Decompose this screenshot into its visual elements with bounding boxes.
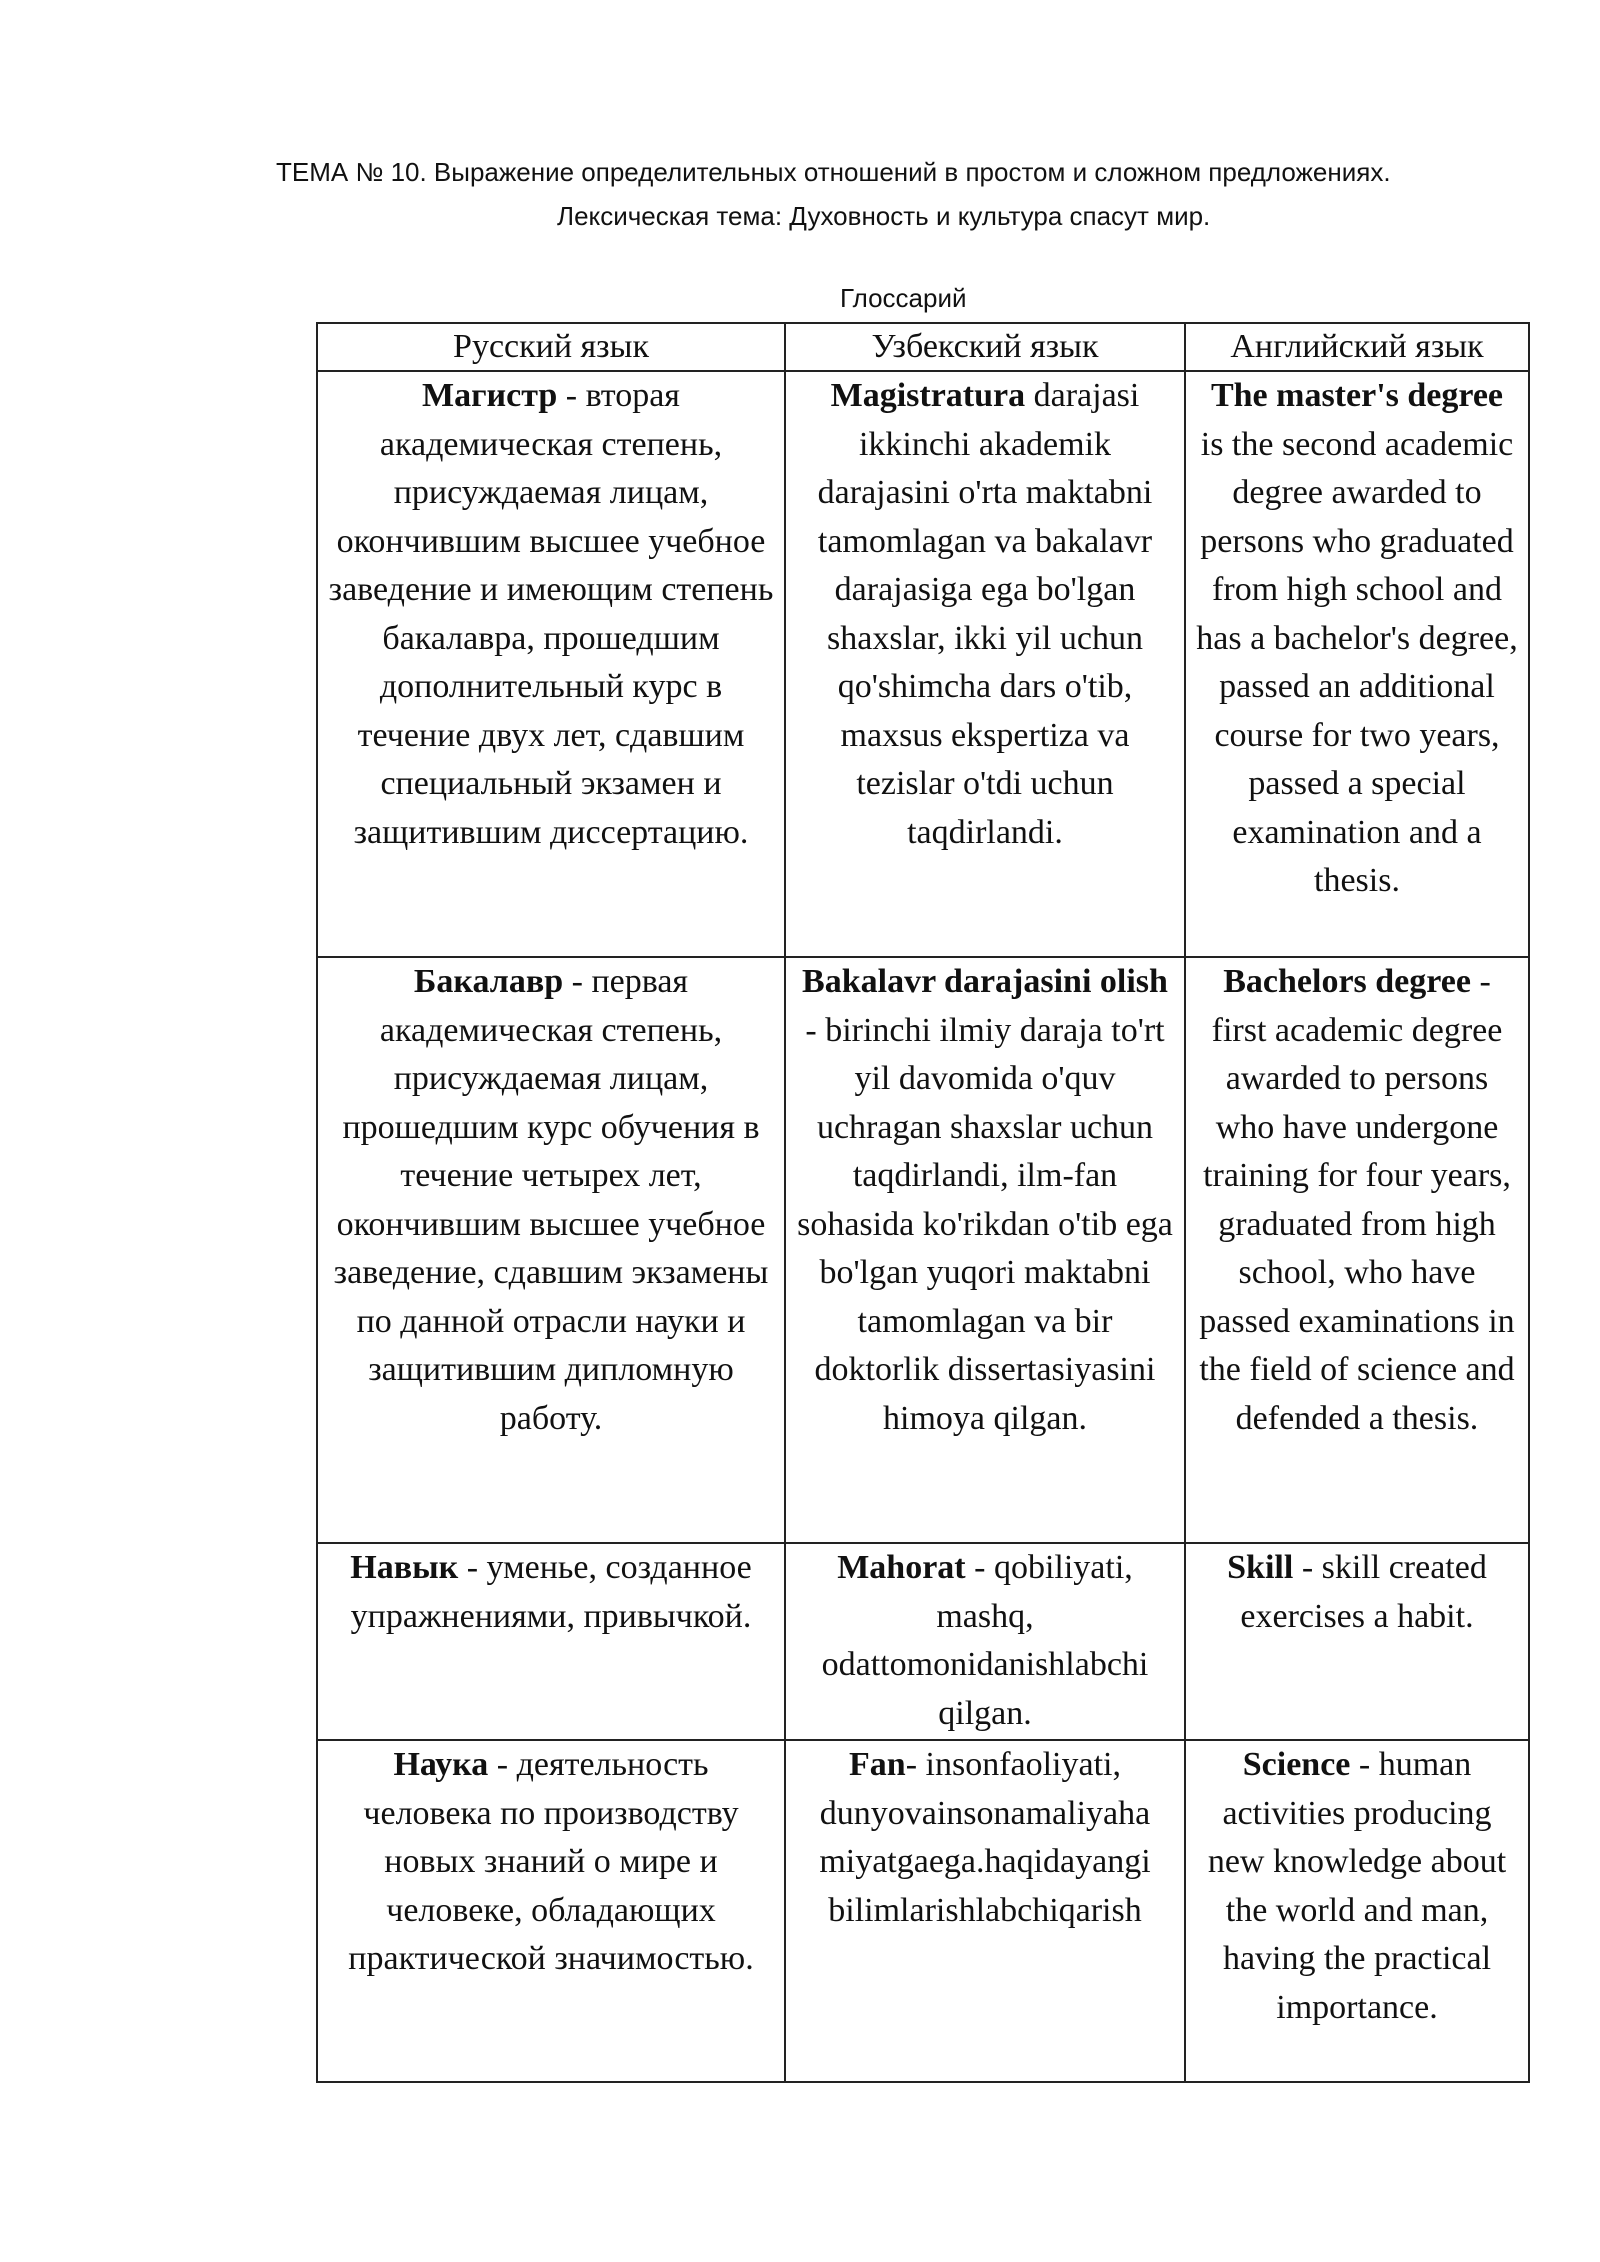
table-header-row (317, 323, 1529, 371)
topic-title: ТЕМА № 10. Выражение определительных отношений в простом и сложном предложениях. (276, 157, 1391, 187)
cell-english (1185, 1543, 1529, 1740)
term-english: Skill (1227, 1549, 1294, 1586)
term-english: Bachelors degree (1223, 963, 1471, 1000)
cell-english (1185, 957, 1529, 1543)
definition-russian: - первая академическая степень, присуждаемая лицам, прошедшим курс обучения в течение четырех лет, окончившим высшее учебное заведение, сдавшим экзамены по данной отрасли науки и защитившим дипломную работу. (333, 963, 769, 1437)
term-english: Science (1242, 1746, 1351, 1783)
definition-russian: - деятельность человека по производству новых знаний о мире и человеке, обладающих практической значимостью. (348, 1746, 754, 1977)
definition-russian: - вторая академическая степень, присуждаемая лицам, окончившим высшее учебное заведение и имеющим степень бакалавра, прошедшим дополнительный курс в течение двух лет, сдавшим специальный экзамен и защитившим диссертацию. (328, 377, 774, 851)
definition-english: is the second academic degree awarded to persons who graduated from high school and has a bachelor's degree, passed an additional course for two years, passed a special examination and a thesis. (1196, 425, 1518, 899)
cell-english (1185, 371, 1529, 957)
cell-russian (317, 957, 785, 1543)
table-row (317, 371, 1529, 957)
term-russian: Бакалавр (413, 963, 564, 1000)
column-header-russian: Русский язык (317, 323, 785, 371)
term-russian: Наука (393, 1746, 489, 1783)
definition-russian: - уменье, созданное упражнениями, привычкой. (350, 1549, 752, 1635)
column-header-uzbek: Узбекский язык (785, 323, 1185, 371)
term-uzbek: Mahorat (837, 1549, 966, 1586)
lexical-topic: Лексическая тема: Духовность и культура спасут мир. (557, 201, 1211, 231)
table-row (317, 1543, 1529, 1740)
glossary-table (316, 322, 1530, 2083)
term-uzbek: Magistratura (830, 377, 1026, 414)
column-header-english: Английский язык (1185, 323, 1529, 371)
term-uzbek: Bakalavr darajasini olish (802, 963, 1168, 1000)
definition-uzbek: - qobiliyati, mashq, odattomonidanishlabchi qilgan. (821, 1549, 1149, 1732)
definition-uzbek: darajasi ikkinchi akademik darajasini o'rta maktabni tamomlagan va bakalavr darajasiga ega bo'lgan shaxslar, ikki yil uchun qo'shimcha dars o'tib, maxsus ekspertiza va tezislar o'tdi uchun taqdirlandi. (817, 377, 1153, 851)
glossary-title: Глоссарий (840, 283, 967, 313)
cell-uzbek (785, 371, 1185, 957)
cell-uzbek (785, 1543, 1185, 1740)
cell-english (1185, 1740, 1529, 2082)
definition-english: - first academic degree awarded to persons who have undergone training for four years, graduated from high school, who have passed examinations in the field of science and defended a thesis. (1199, 963, 1515, 1437)
definition-english: - skill created exercises a habit. (1240, 1549, 1487, 1635)
cell-uzbek (785, 1740, 1185, 2082)
cell-russian (317, 371, 785, 957)
term-russian: Навык (350, 1549, 459, 1586)
term-russian: Магистр (422, 377, 558, 414)
table-row (317, 1740, 1529, 2082)
cell-uzbek (785, 957, 1185, 1543)
term-uzbek: Fan (849, 1746, 906, 1783)
definition-uzbek: - birinchi ilmiy daraja to'rt yil davomida o'quv uchragan shaxslar uchun taqdirlandi, ilm-fan sohasida ko'rikdan o'tib ega bo'lgan yuqori maktabni tamomlagan va bir doktorlik dissertasiyasini himoya qilgan. (797, 1011, 1173, 1437)
table-row (317, 957, 1529, 1543)
definition-english: - human activities producing new knowledge about the world and man, having the practical importance. (1207, 1746, 1507, 2026)
term-english: The master's degree (1210, 377, 1504, 414)
cell-russian (317, 1543, 785, 1740)
definition-uzbek: - insonfaoliyati, dunyovainsonamaliyaha miyatgaega.haqidayangi bilimlarishlabchiqarish (819, 1746, 1151, 1929)
cell-russian (317, 1740, 785, 2082)
